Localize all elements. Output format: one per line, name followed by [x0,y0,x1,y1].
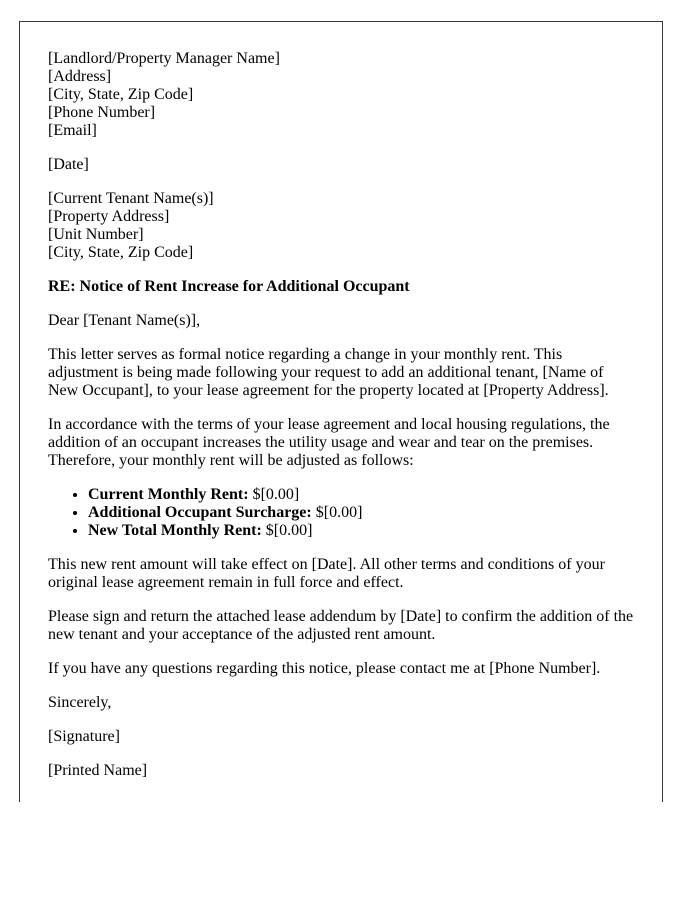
sender-address-block [48,50,634,140]
sender-email-line: [Email] [48,122,97,139]
rent-item-surcharge-value: $[0.00] [315,504,363,521]
rent-item-current [88,486,634,504]
subject-line: RE: Notice of Rent Increase for Additional Occupant [48,278,410,295]
sender-city-state-zip-line: [City, State, Zip Code] [48,86,194,103]
printed-name-placeholder: [Printed Name] [48,762,148,779]
signature-placeholder: [Signature] [48,728,120,745]
rent-item-new-total-label: New Total Monthly Rent: [88,522,262,539]
sender-name-line: [Landlord/Property Manager Name] [48,50,280,67]
rent-item-new-total-value: $[0.00] [265,522,313,539]
recipient-unit-number-line: [Unit Number] [48,226,144,243]
rent-item-current-label: Current Monthly Rent: [88,486,249,503]
salutation: Dear [Tenant Name(s)], [48,312,201,329]
sender-phone-line: [Phone Number] [48,104,156,121]
closing: Sincerely, [48,694,112,711]
paragraph-sign-return: Please sign and return the attached lease addendum by [Date] to confirm the addition of the new tenant and your acceptance of the adjusted rent amount. [48,608,634,643]
letter-container [19,21,663,802]
recipient-property-address-line: [Property Address] [48,208,170,225]
rent-item-new-total [88,522,634,540]
paragraph-intro: This letter serves as formal notice regarding a change in your monthly rent. This adjustment is being made following your request to add an additional tenant, [Name of New Occupant], to your lease agreement for the property located at [Property Address]. [48,346,609,399]
recipient-address-block [48,190,634,262]
sender-address-line: [Address] [48,68,112,85]
rent-item-surcharge-label: Additional Occupant Surcharge: [88,504,312,521]
rent-item-surcharge [88,504,634,522]
date-line: [Date] [48,156,89,173]
rent-adjustment-list [48,486,634,540]
paragraph-questions: If you have any questions regarding this notice, please contact me at [Phone Number]. [48,660,601,677]
rent-item-current-value: $[0.00] [252,486,300,503]
paragraph-effective-date: This new rent amount will take effect on [Date]. All other terms and conditions of your original lease agreement remain in full force and effect. [48,556,605,591]
recipient-city-state-zip-line: [City, State, Zip Code] [48,244,194,261]
paragraph-accordance: In accordance with the terms of your lease agreement and local housing regulations, the addition of an occupant increases the utility usage and wear and tear on the premises. Therefore, your monthly rent will be adjusted as follows: [48,416,610,469]
recipient-name-line: [Current Tenant Name(s)] [48,190,214,207]
